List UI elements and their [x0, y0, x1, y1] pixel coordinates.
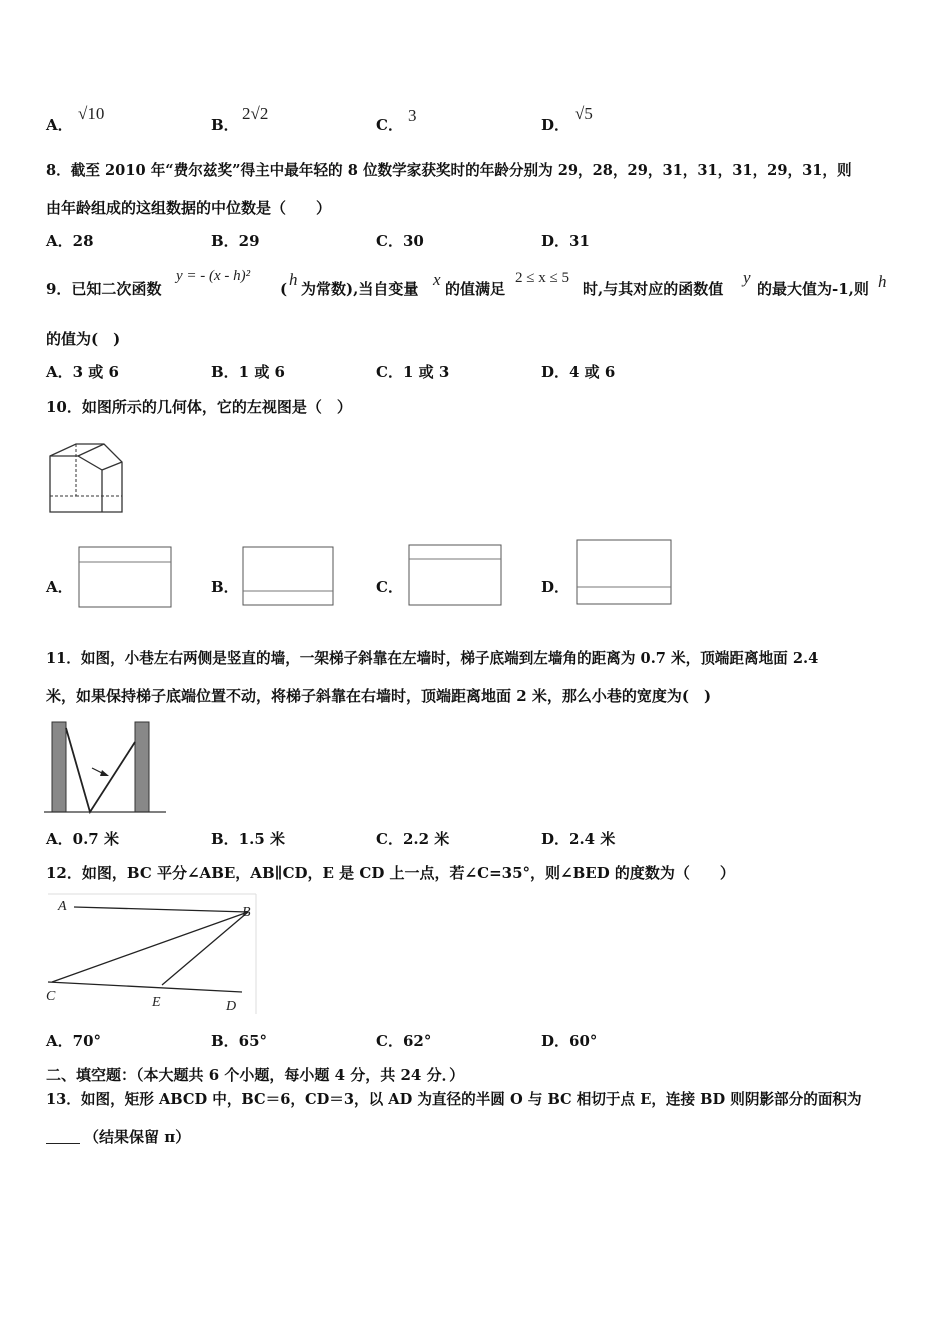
q9-range: 2 ≤ x ≤ 5: [515, 270, 569, 286]
q9-stem-prefix: 9．已知二次函数: [46, 280, 162, 298]
q11-option-a: A．0.7 米: [46, 830, 119, 848]
q7-option-d-label: D．: [541, 116, 570, 134]
q10-option-d-figure: [576, 539, 672, 605]
q10-stem: 10．如图所示的几何体，它的左视图是（ ）: [46, 398, 352, 416]
q9-stem-part2: 为常数),当自变量: [301, 280, 419, 298]
q9-stem-part3: 的值满足: [445, 280, 506, 298]
q11-option-d: D．2.4 米: [541, 830, 616, 848]
q10-option-a-label: A．: [46, 578, 73, 596]
q12-label-d: D: [226, 999, 237, 1014]
q10-option-b-label: B．: [211, 578, 239, 596]
q9-var-h2: h: [878, 272, 887, 291]
q9-option-a: A．3 或 6: [46, 363, 119, 381]
q9-option-c: C．1 或 3: [376, 363, 450, 381]
q12-geometry-figure: [44, 894, 258, 1016]
q10-option-a-figure: [78, 546, 172, 608]
q8-option-b: B．29: [211, 232, 260, 250]
q12-option-b: B．65°: [211, 1032, 268, 1050]
q8-stem-line1: 8．截至 2010 年“费尔兹奖”得主中最年轻的 8 位数学家获奖时的年龄分别为 29，28，29，31，31，31，29，31，则: [46, 162, 852, 179]
q10-option-b-figure: [242, 546, 334, 606]
q9-var-h: h: [289, 270, 298, 289]
q12-label-c: C: [46, 989, 56, 1004]
q9-stem-paren: (: [280, 280, 288, 298]
q7-option-c-value: 3: [408, 106, 417, 125]
section2-title: 二、填空题：（本大题共 6 个小题，每小题 4 分，共 24 分．）: [46, 1066, 465, 1084]
q10-option-c-figure: [408, 544, 502, 606]
q8-option-c: C．30: [376, 232, 424, 250]
q12-stem: 12．如图，BC 平分∠ABE，AB∥CD，E 是 CD 上一点，若∠C=35°，则∠BED 的度数为（ ）: [46, 864, 735, 882]
q7-option-a-value: √10: [78, 104, 105, 123]
q11-ladder-figure: [44, 720, 166, 814]
q11-stem-line1: 11．如图，小巷左右两侧是竖直的墙，一架梯子斜靠在左墙时，梯子底端到左墙角的距离为 0.7 米，顶端距离地面 2.4: [46, 650, 819, 667]
q7-option-c-label: C．: [376, 116, 403, 134]
q8-option-d: D．31: [541, 232, 590, 250]
q9-var-x: x: [433, 270, 441, 289]
q9-stem-line2: 的值为( ): [46, 330, 121, 348]
q8-stem-line2: 由年龄组成的这组数据的中位数是（ ）: [46, 199, 332, 217]
q11-option-b: B．1.5 米: [211, 830, 285, 848]
q9-stem-part5: 的最大值为-1,则: [757, 280, 869, 298]
q12-option-d: D．60°: [541, 1032, 598, 1050]
q12-option-c: C．62°: [376, 1032, 432, 1050]
q7-option-b-value: 2√2: [242, 104, 269, 123]
q12-label-a: A: [58, 899, 67, 914]
q12-label-b: B: [242, 905, 251, 920]
q9-var-y: y: [743, 268, 751, 287]
q11-stem-line2: 米，如果保持梯子底端位置不动，将梯子斜靠在右墙时，顶端距离地面 2 米，那么小巷的宽度为( ): [46, 687, 712, 705]
q13-stem-line1: 13．如图，矩形 ABCD 中，BC＝6，CD＝3，以 AD 为直径的半圆 O 与 BC 相切于点 E，连接 BD 则阴影部分的面积为: [46, 1091, 862, 1108]
q8-option-a: A．28: [46, 232, 94, 250]
q9-option-b: B．1 或 6: [211, 363, 285, 381]
q13-answer-blank[interactable]: [46, 1143, 80, 1144]
q7-option-d-value: √5: [575, 104, 593, 123]
q10-option-d-label: D．: [541, 578, 570, 596]
q9-stem-part4: 时,与其对应的函数值: [583, 280, 724, 298]
q12-option-a: A．70°: [46, 1032, 102, 1050]
q9-formula: y = - (x - h)²: [176, 268, 251, 284]
q7-option-a-label: A．: [46, 116, 73, 134]
q10-option-c-label: C．: [376, 578, 403, 596]
q13-stem-line2: （结果保留 π）: [84, 1128, 191, 1146]
q11-option-c: C．2.2 米: [376, 830, 450, 848]
q12-label-e: E: [152, 995, 161, 1010]
q9-option-d: D．4 或 6: [541, 363, 616, 381]
q10-solid-figure: [46, 440, 126, 515]
q7-option-b-label: B．: [211, 116, 239, 134]
